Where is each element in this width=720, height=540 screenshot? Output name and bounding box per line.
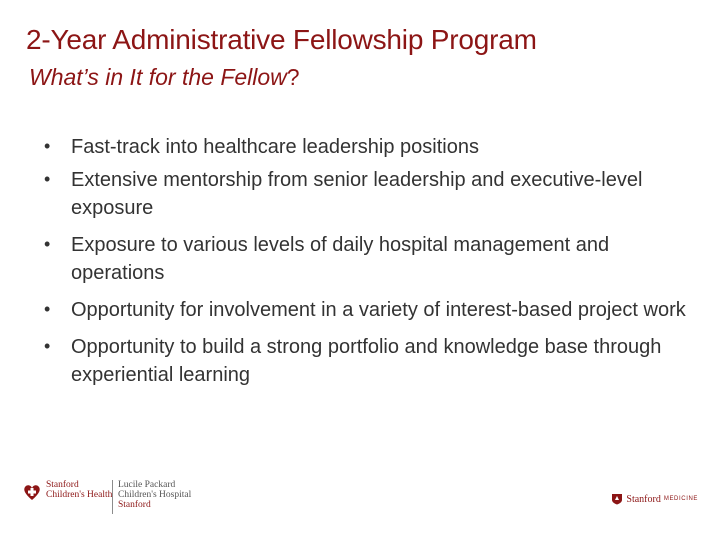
logo-line: Children's Hospital: [118, 490, 192, 500]
subtitle-tail: ?: [286, 64, 300, 90]
slide-title: 2-Year Administrative Fellowship Program: [26, 24, 537, 55]
logo-name: Stanford: [626, 493, 661, 505]
bullet-marker: •: [44, 169, 51, 189]
bullet-marker: •: [44, 299, 51, 319]
logo-line: Stanford: [46, 480, 79, 490]
bullet-marker: •: [44, 136, 51, 156]
logo-line: Stanford: [118, 500, 151, 510]
heart-cross-icon: [22, 482, 42, 502]
stanford-childrens-logo: [22, 478, 202, 518]
bullet-item: [44, 333, 694, 389]
stanford-medicine-logo: [611, 489, 698, 509]
bullet-text: Exposure to various levels of daily hospital management and operations: [71, 234, 610, 284]
bullet-list: [44, 133, 694, 398]
bullet-text: Opportunity for involvement in a variety of interest-based project work: [71, 299, 686, 321]
brand-stanford-childrens: [46, 480, 112, 500]
brand-lucile-packard: [118, 480, 191, 510]
logo-line: Children's Health: [46, 490, 113, 500]
bullet-item: [44, 166, 694, 222]
bullet-marker: •: [44, 336, 51, 356]
logo-line: Lucile Packard: [118, 480, 176, 490]
bullet-text: Opportunity to build a strong portfolio and knowledge base through experiential learning: [71, 336, 662, 386]
bullet-text: Fast-track into healthcare leadership positions: [71, 136, 479, 158]
logo-tag: MEDICINE: [663, 496, 698, 502]
stanford-tree-icon: [611, 493, 623, 505]
bullet-item: [44, 133, 694, 161]
bullet-item: [44, 296, 694, 324]
logo-divider: [112, 480, 113, 514]
bullet-text: Extensive mentorship from senior leadership and executive-level exposure: [71, 169, 643, 219]
subtitle-italic: What’s in It for the Fellow: [29, 64, 287, 90]
bullet-marker: •: [44, 234, 51, 254]
bullet-item: [44, 231, 694, 287]
slide-subtitle: [29, 64, 300, 91]
